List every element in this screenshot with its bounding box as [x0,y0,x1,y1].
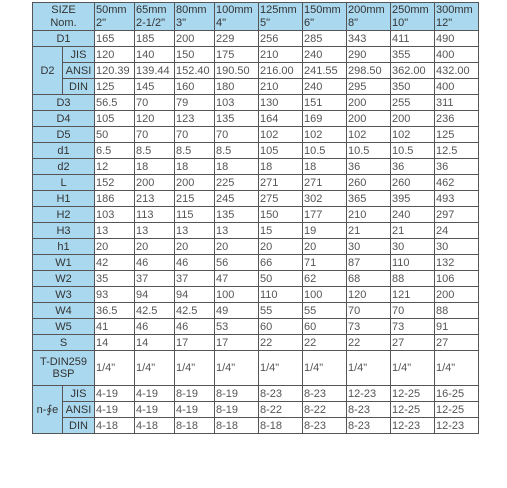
value-cell: 49 [215,303,259,319]
value-cell: 120 [135,111,175,127]
value-cell: 210 [259,79,303,95]
value-cell: 103 [215,95,259,111]
value-cell: 285 [303,31,347,47]
value-cell: 4-18 [95,418,135,434]
value-cell: 106 [435,271,479,287]
value-cell: 175 [215,47,259,63]
value-cell: 8-19 [175,386,215,402]
value-cell: 46 [135,255,175,271]
size-col-3: 100mm 4" [215,3,259,31]
value-cell: 66 [259,255,303,271]
value-cell: 21 [347,223,391,239]
sub-label-din: DIN [63,79,95,95]
value-cell: 8-22 [259,402,303,418]
value-cell: 46 [175,319,215,335]
value-cell: 240 [391,207,435,223]
value-cell: 120 [95,47,135,63]
value-cell: 18 [303,159,347,175]
row-label-h1: H1 [33,191,95,207]
value-cell: 200 [347,111,391,127]
row-label-d1: d1 [33,143,95,159]
value-cell: 125 [435,127,479,143]
value-cell: 73 [391,319,435,335]
value-cell: 164 [259,111,303,127]
size-col-7: 250mm 10" [391,3,435,31]
row-d2 [33,159,479,175]
row-w1 [33,255,479,271]
row-label-s: S [33,335,95,351]
value-cell: 125 [95,79,135,95]
value-cell: 17 [175,335,215,351]
value-cell: 245 [215,191,259,207]
row-label-w1: W1 [33,255,95,271]
value-cell: 1/4" [175,351,215,386]
sub-label-ansi: ANSI [63,63,95,79]
value-cell: 8-23 [259,386,303,402]
value-cell: 362.00 [391,63,435,79]
row-tdin259-bsp [33,351,479,386]
row-label-d4: D4 [33,111,95,127]
value-cell: 60 [303,319,347,335]
value-cell: 30 [347,239,391,255]
value-cell: 30 [435,239,479,255]
value-cell: 1/4" [215,351,259,386]
value-cell: 213 [135,191,175,207]
value-cell: 42.5 [135,303,175,319]
value-cell: 120 [347,287,391,303]
size-col-2: 80mm 3" [175,3,215,31]
value-cell: 1/4" [391,351,435,386]
value-cell: 4-18 [135,418,175,434]
row-d2-group-jis [33,47,479,63]
size-col-5: 150mm 6" [303,3,347,31]
row-l [33,175,479,191]
value-cell: 20 [95,239,135,255]
row-d5 [33,127,479,143]
value-cell: 27 [391,335,435,351]
value-cell: 56 [215,255,259,271]
sub-label-jis: JIS [63,47,95,63]
value-cell: 71 [303,255,347,271]
value-cell: 271 [259,175,303,191]
row-h1 [33,239,479,255]
value-cell: 135 [215,207,259,223]
size-header-cell [33,3,95,31]
value-cell: 94 [175,287,215,303]
value-cell: 177 [303,207,347,223]
value-cell: 4-19 [135,386,175,402]
row-d3 [33,95,479,111]
value-cell: 103 [95,207,135,223]
value-cell: 37 [135,271,175,287]
nom-label: Nom. [50,16,77,29]
row-n-phi-e-din [33,418,479,434]
row-label-d5: D5 [33,127,95,143]
value-cell: 135 [215,111,259,127]
value-cell: 47 [215,271,259,287]
value-cell: 70 [135,127,175,143]
value-cell: 132 [435,255,479,271]
value-cell: 8-23 [303,418,347,434]
value-cell: 8-19 [215,402,259,418]
bsp-label: BSP [52,368,75,380]
value-cell: 20 [215,239,259,255]
value-cell: 139.44 [135,63,175,79]
value-cell: 18 [215,159,259,175]
value-cell: 180 [215,79,259,95]
value-cell: 42.5 [175,303,215,319]
value-cell: 8-19 [215,386,259,402]
value-cell: 110 [391,255,435,271]
value-cell: 190.50 [215,63,259,79]
value-cell: 19 [303,223,347,239]
value-cell: 70 [175,127,215,143]
value-cell: 87 [347,255,391,271]
value-cell: 8.5 [215,143,259,159]
value-cell: 12-25 [391,402,435,418]
value-cell: 102 [259,127,303,143]
value-cell: 68 [347,271,391,287]
row-d4 [33,111,479,127]
value-cell: 240 [303,79,347,95]
value-cell: 16-25 [435,386,479,402]
value-cell: 1/4" [95,351,135,386]
value-cell: 256 [259,31,303,47]
value-cell: 14 [95,335,135,351]
value-cell: 432.00 [435,63,479,79]
value-cell: 115 [175,207,215,223]
value-cell: 55 [259,303,303,319]
value-cell: 145 [135,79,175,95]
value-cell: 91 [435,319,479,335]
value-cell: 255 [391,95,435,111]
sub-label-jis: JIS [63,386,95,402]
value-cell: 100 [303,287,347,303]
value-cell: 18 [135,159,175,175]
value-cell: 36 [347,159,391,175]
value-cell: 55 [303,303,347,319]
value-cell: 185 [135,31,175,47]
value-cell: 20 [259,239,303,255]
value-cell: 395 [391,191,435,207]
row-w5 [33,319,479,335]
value-cell: 120.39 [95,63,135,79]
value-cell: 216.00 [259,63,303,79]
size-col-8: 300mm 12" [435,3,479,31]
value-cell: 8-22 [303,402,347,418]
value-cell: 42 [95,255,135,271]
row-d1 [33,143,479,159]
value-cell: 60 [259,319,303,335]
value-cell: 102 [391,127,435,143]
value-cell: 490 [435,31,479,47]
value-cell: 24 [435,223,479,239]
row-s [33,335,479,351]
value-cell: 70 [347,303,391,319]
value-cell: 62 [303,271,347,287]
value-cell: 20 [175,239,215,255]
value-cell: 1/4" [303,351,347,386]
value-cell: 37 [175,271,215,287]
value-cell: 105 [259,143,303,159]
value-cell: 229 [215,31,259,47]
value-cell: 18 [175,159,215,175]
value-cell: 260 [391,175,435,191]
value-cell: 302 [303,191,347,207]
row-label-d2: d2 [33,159,95,175]
value-cell: 8-18 [175,418,215,434]
value-cell: 4-19 [135,402,175,418]
value-cell: 365 [347,191,391,207]
row-label-w3: W3 [33,287,95,303]
value-cell: 215 [175,191,215,207]
value-cell: 94 [135,287,175,303]
value-cell: 152.40 [175,63,215,79]
value-cell: 50 [95,127,135,143]
value-cell: 210 [347,207,391,223]
value-cell: 355 [391,47,435,63]
value-cell: 350 [391,79,435,95]
value-cell: 225 [215,175,259,191]
value-cell: 22 [347,335,391,351]
value-cell: 8-18 [259,418,303,434]
value-cell: 50 [259,271,303,287]
value-cell: 12-25 [435,402,479,418]
value-cell: 8-23 [347,418,391,434]
value-cell: 102 [303,127,347,143]
value-cell: 73 [347,319,391,335]
value-cell: 236 [435,111,479,127]
value-cell: 8.5 [175,143,215,159]
value-cell: 1/4" [347,351,391,386]
value-cell: 4-19 [95,386,135,402]
value-cell: 8-23 [303,386,347,402]
value-cell: 46 [135,319,175,335]
value-cell: 88 [435,303,479,319]
value-cell: 123 [175,111,215,127]
value-cell: 298.50 [347,63,391,79]
row-d2-group-din [33,79,479,95]
value-cell: 10.5 [347,143,391,159]
value-cell: 200 [175,31,215,47]
value-cell: 343 [347,31,391,47]
value-cell: 311 [435,95,479,111]
row-label-d2-group: D2 [33,47,63,95]
row-label-w2: W2 [33,271,95,287]
value-cell: 12-23 [391,418,435,434]
row-label-d1: D1 [33,31,95,47]
value-cell: 121 [391,287,435,303]
row-label-n-phi-e: n-∮e [33,386,63,434]
sub-label-din: DIN [63,418,95,434]
row-label-w5: W5 [33,319,95,335]
row-label-h2: H2 [33,207,95,223]
row-w3 [33,287,479,303]
value-cell: 105 [95,111,135,127]
value-cell: 260 [347,175,391,191]
value-cell: 20 [135,239,175,255]
value-cell: 400 [435,47,479,63]
value-cell: 8-18 [215,418,259,434]
value-cell: 210 [259,47,303,63]
value-cell: 169 [303,111,347,127]
row-h2 [33,207,479,223]
value-cell: 150 [259,207,303,223]
value-cell: 41 [95,319,135,335]
value-cell: 113 [135,207,175,223]
size-col-1: 65mm 2-1/2" [135,3,175,31]
value-cell: 13 [175,223,215,239]
value-cell: 21 [391,223,435,239]
value-cell: 46 [175,255,215,271]
value-cell: 8.5 [135,143,175,159]
row-label-w4: W4 [33,303,95,319]
value-cell: 14 [135,335,175,351]
value-cell: 30 [391,239,435,255]
spec-table [32,2,479,434]
value-cell: 12-23 [435,418,479,434]
value-cell: 79 [175,95,215,111]
value-cell: 70 [135,95,175,111]
value-cell: 151 [303,95,347,111]
value-cell: 27 [435,335,479,351]
value-cell: 10.5 [391,143,435,159]
value-cell: 411 [391,31,435,47]
row-label-tdin259-bsp [33,351,95,386]
value-cell: 12-25 [391,386,435,402]
value-cell: 12.5 [435,143,479,159]
value-cell: 93 [95,287,135,303]
value-cell: 200 [175,175,215,191]
value-cell: 22 [259,335,303,351]
tdin-label: T-DIN259 [39,356,88,368]
value-cell: 35 [95,271,135,287]
value-cell: 493 [435,191,479,207]
value-cell: 12-23 [347,386,391,402]
value-cell: 100 [215,287,259,303]
value-cell: 200 [347,95,391,111]
row-d1 [33,31,479,47]
row-label-h3: H3 [33,223,95,239]
value-cell: 13 [135,223,175,239]
value-cell: 110 [259,287,303,303]
value-cell: 18 [259,159,303,175]
row-label-h1: h1 [33,239,95,255]
value-cell: 165 [95,31,135,47]
value-cell: 140 [135,47,175,63]
row-d2-group-ansi [33,63,479,79]
value-cell: 88 [391,271,435,287]
value-cell: 4-19 [175,402,215,418]
header-row [33,3,479,31]
value-cell: 271 [303,175,347,191]
value-cell: 200 [435,287,479,303]
row-label-d3: D3 [33,95,95,111]
row-w4 [33,303,479,319]
value-cell: 297 [435,207,479,223]
value-cell: 56.5 [95,95,135,111]
value-cell: 1/4" [259,351,303,386]
size-label: SIZE [51,3,76,16]
size-col-0: 50mm 2" [95,3,135,31]
value-cell: 462 [435,175,479,191]
row-h3 [33,223,479,239]
value-cell: 15 [259,223,303,239]
value-cell: 36 [391,159,435,175]
row-h1 [33,191,479,207]
row-label-l: L [33,175,95,191]
value-cell: 36 [435,159,479,175]
value-cell: 240 [303,47,347,63]
value-cell: 150 [175,47,215,63]
value-cell: 53 [215,319,259,335]
spec-table-body [33,3,479,434]
value-cell: 13 [215,223,259,239]
value-cell: 400 [435,79,479,95]
value-cell: 22 [303,335,347,351]
value-cell: 1/4" [435,351,479,386]
value-cell: 200 [391,111,435,127]
value-cell: 275 [259,191,303,207]
value-cell: 70 [391,303,435,319]
value-cell: 17 [215,335,259,351]
value-cell: 4-19 [95,402,135,418]
value-cell: 290 [347,47,391,63]
value-cell: 102 [347,127,391,143]
value-cell: 20 [303,239,347,255]
value-cell: 10.5 [303,143,347,159]
row-w2 [33,271,479,287]
value-cell: 186 [95,191,135,207]
sub-label-ansi: ANSI [63,402,95,418]
value-cell: 200 [135,175,175,191]
size-col-4: 125mm 5" [259,3,303,31]
value-cell: 13 [95,223,135,239]
size-col-6: 200mm 8" [347,3,391,31]
value-cell: 8-23 [347,402,391,418]
value-cell: 160 [175,79,215,95]
value-cell: 152 [95,175,135,191]
value-cell: 130 [259,95,303,111]
value-cell: 12 [95,159,135,175]
value-cell: 241.55 [303,63,347,79]
value-cell: 6.5 [95,143,135,159]
value-cell: 70 [215,127,259,143]
value-cell: 1/4" [135,351,175,386]
value-cell: 36.5 [95,303,135,319]
row-n-phi-e-jis [33,386,479,402]
row-n-phi-e-ansi [33,402,479,418]
value-cell: 295 [347,79,391,95]
